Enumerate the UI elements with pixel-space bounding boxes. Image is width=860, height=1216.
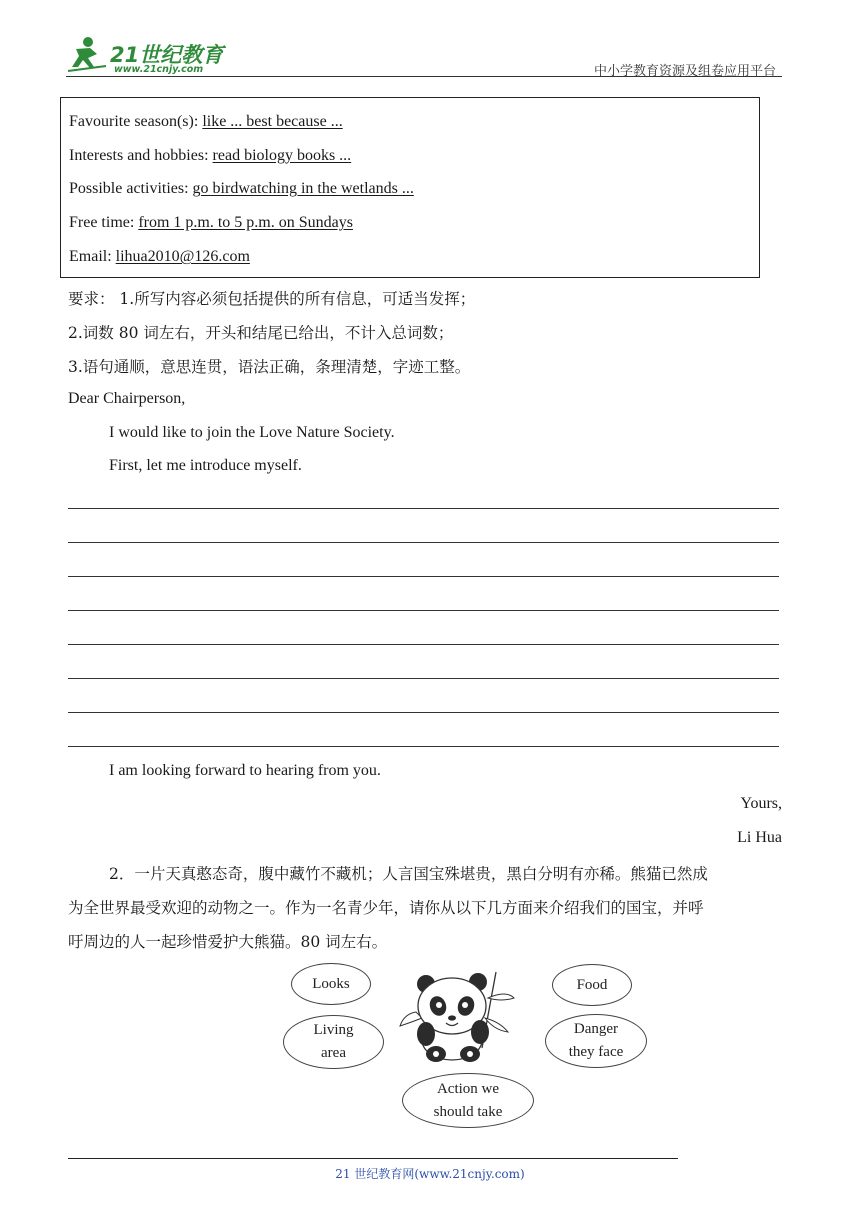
info-label: Favourite season(s): bbox=[69, 113, 203, 130]
letter-signoff: Yours, bbox=[740, 795, 782, 812]
info-label: Interests and hobbies: bbox=[69, 147, 213, 164]
footer-text: 21 世纪教育网(www.21cnjy.com) bbox=[335, 1167, 525, 1181]
header-divider bbox=[66, 76, 782, 77]
topic-food: Food bbox=[552, 964, 632, 1006]
info-label: Free time: bbox=[69, 214, 139, 231]
info-value: read biology books ... bbox=[212, 147, 352, 164]
info-row-activities bbox=[69, 180, 414, 198]
writing-line[interactable] bbox=[68, 542, 779, 543]
info-row-email bbox=[69, 248, 250, 266]
topic-danger: Danger they face bbox=[545, 1014, 647, 1068]
panda-icon bbox=[396, 968, 522, 1064]
info-row-season bbox=[69, 113, 343, 131]
writing-line[interactable] bbox=[68, 678, 779, 679]
topic-living-area: Living area bbox=[283, 1015, 384, 1069]
letter-salutation: Dear Chairperson, bbox=[68, 390, 186, 407]
panda-illustration bbox=[396, 968, 522, 1064]
requirement-3: 3.语句通顺，意思连贯，语法正确，条理清楚，字迹工整。 bbox=[68, 358, 471, 376]
info-value: lihua2010@126.com bbox=[115, 248, 250, 265]
writing-line[interactable] bbox=[68, 576, 779, 577]
letter-line-1: I would like to join the Love Nature Society. bbox=[109, 424, 395, 441]
task2-line-2: 为全世界最受欢迎的动物之一。作为一名青少年，请你从以下几方面来介绍我们的国宝，并呼 bbox=[68, 899, 704, 917]
platform-title: 中小学教育资源及组卷应用平台 bbox=[593, 64, 776, 79]
info-box bbox=[60, 97, 760, 278]
footer-divider bbox=[68, 1158, 678, 1159]
letter-closing: I am looking forward to hearing from you. bbox=[109, 762, 381, 779]
letter-line-2: First, let me introduce myself. bbox=[109, 457, 302, 474]
info-value: go birdwatching in the wetlands ... bbox=[192, 180, 414, 197]
info-row-hobbies bbox=[69, 147, 351, 165]
writing-line[interactable] bbox=[68, 746, 779, 747]
task2-line-1: 2．一片天真憨态奇，腹中藏竹不藏机；人言国宝殊堪贵，黑白分明有亦稀。熊猫已然成 bbox=[109, 865, 708, 883]
site-logo bbox=[66, 33, 236, 77]
task2-line-3: 吁周边的人一起珍惜爱护大熊猫。80 词左右。 bbox=[68, 933, 388, 951]
writing-line[interactable] bbox=[68, 712, 779, 713]
topic-looks: Looks bbox=[291, 963, 371, 1005]
writing-line[interactable] bbox=[68, 644, 779, 645]
logo-text: 21世纪教育 bbox=[110, 43, 224, 67]
info-value: like ... best because ... bbox=[202, 113, 343, 130]
info-label: Possible activities: bbox=[69, 180, 193, 197]
info-label: Email: bbox=[69, 248, 116, 265]
letter-name: Li Hua bbox=[737, 829, 782, 846]
writing-line[interactable] bbox=[68, 508, 779, 509]
info-value: from 1 p.m. to 5 p.m. on Sundays bbox=[138, 214, 353, 231]
requirement-1: 要求： 1.所写内容必须包括提供的所有信息，可适当发挥； bbox=[68, 290, 476, 308]
logo-url: www.21cnjy.com bbox=[114, 64, 204, 75]
topic-action: Action we should take bbox=[402, 1073, 534, 1128]
info-row-free-time bbox=[69, 214, 353, 232]
writing-line[interactable] bbox=[68, 610, 779, 611]
requirement-2: 2.词数 80 词左右，开头和结尾已给出，不计入总词数； bbox=[68, 324, 454, 342]
